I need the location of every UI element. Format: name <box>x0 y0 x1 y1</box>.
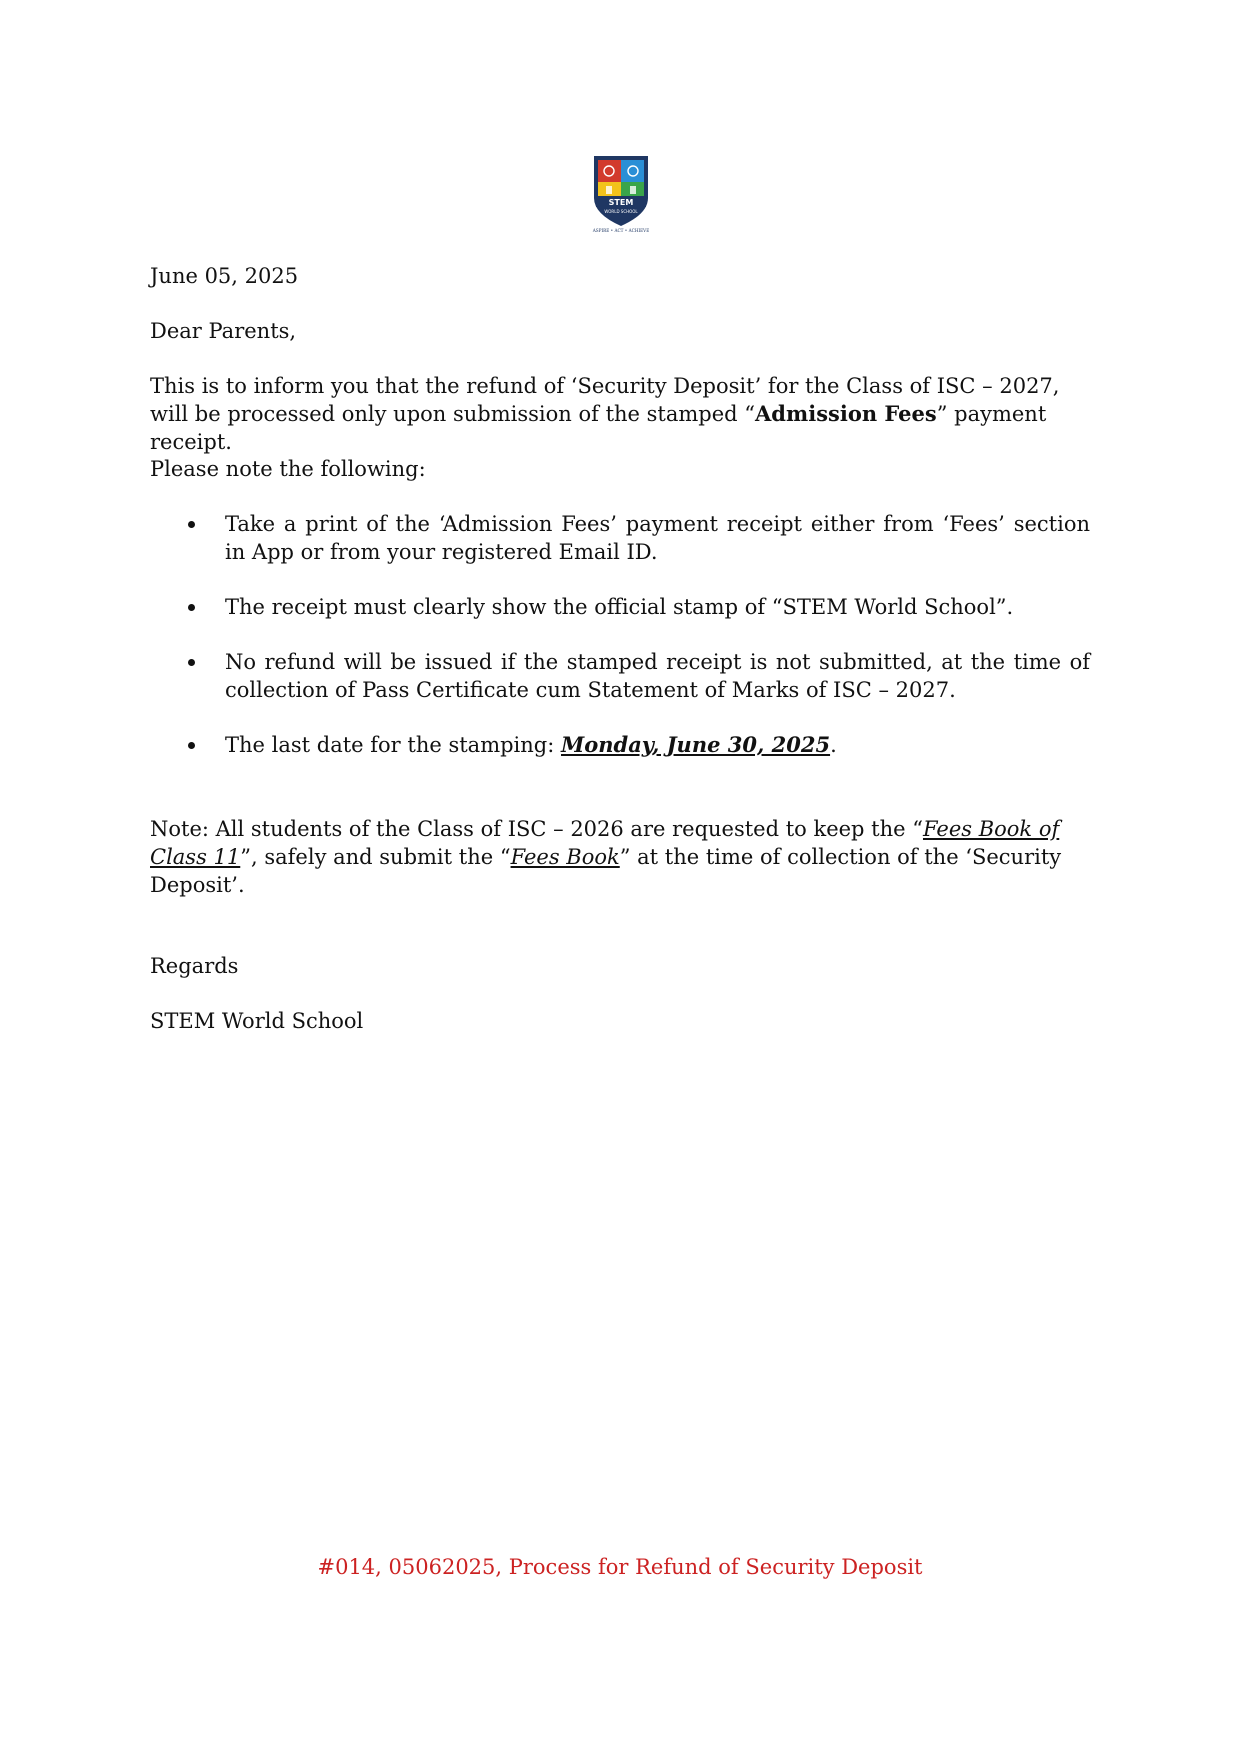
fees-book: Fees Book <box>510 845 620 869</box>
letter-greeting: Dear Parents, <box>150 319 297 343</box>
note-lead: Please note the following: <box>150 457 426 481</box>
school-logo <box>586 152 656 234</box>
intro-text-end: ” payment receipt. <box>150 402 1047 454</box>
instruction-list <box>150 510 1090 786</box>
bullet-text: No refund will be issued if the stamped receipt is not submitted, at the time of collection of Pass Certificate cum Statement of Marks of ISC – 2027. <box>225 650 1090 702</box>
bullet-icon <box>188 742 195 749</box>
intro-paragraph <box>150 372 1090 456</box>
intro-text-start: This is to inform you that the refund of ‘Security Deposit’ for the Class of ISC – 2027, will be processed only upon submission of the stamped “ <box>150 374 1060 426</box>
note-text-1: Note: All students of the Class of ISC – 2026 are requested to keep the “ <box>150 817 923 841</box>
regards: Regards <box>150 954 239 978</box>
logo-motto: ASPIRE • ACT • ACHIEVE <box>592 228 650 233</box>
list-item <box>150 593 1090 621</box>
bullet-text: The last date for the stamping: <box>225 733 561 757</box>
list-item <box>150 510 1090 566</box>
bullet-icon <box>188 521 195 528</box>
note-text-2: ”, safely and submit the “ <box>240 845 511 869</box>
list-item <box>150 731 1090 759</box>
intro-admission-fees: Admission Fees <box>755 401 937 426</box>
letter-date: June 05, 2025 <box>150 264 299 288</box>
list-item <box>150 648 1090 704</box>
bullet-icon <box>188 659 195 666</box>
closing-note <box>150 815 1090 899</box>
footer-reference: #014, 05062025, Process for Refund of Security Deposit <box>317 1555 923 1579</box>
logo-sub-text: WORLD SCHOOL <box>604 209 638 214</box>
bullet-text: Take a print of the ‘Admission Fees’ payment receipt either from ‘Fees’ section in App or from your registered Email ID. <box>225 512 1090 564</box>
fees-book-class-11: Fees Book of Class 11 <box>150 817 1060 869</box>
last-date: Monday, June 30, 2025 <box>561 732 831 757</box>
signoff: STEM World School <box>150 1009 364 1033</box>
bullet-icon <box>188 604 195 611</box>
bullet-text-end: . <box>830 733 837 757</box>
note-text-3: ” at the time of collection of the ‘Security Deposit’. <box>150 845 1062 897</box>
logo-banner-text: STEM <box>608 198 634 207</box>
bullet-text: The receipt must clearly show the official stamp of “STEM World School”. <box>225 595 1014 619</box>
